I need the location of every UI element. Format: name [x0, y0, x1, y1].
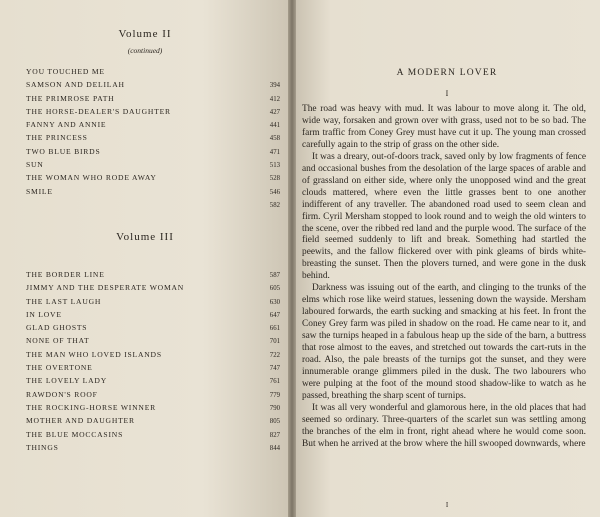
- toc-row[interactable]: [26, 297, 280, 310]
- volume-ii-continued: (continued): [127, 46, 163, 55]
- paragraph: It was all very wonderful and glamorous here, in the old places that had seemed so ordinary. Three-quarters of the scarlet sun was settling among the branches of the elm in front, right ahead where he would come soon. But when he arrived at the brow where the hill swooped downwards, where: [302, 402, 586, 449]
- toc-page: 582: [269, 201, 280, 209]
- toc-title: IN LOVE: [26, 309, 62, 319]
- story-body: [302, 104, 586, 451]
- toc-title: JIMMY AND THE DESPERATE WOMAN: [26, 283, 185, 293]
- toc-page: 630: [269, 298, 280, 306]
- toc-title: NONE OF THAT: [26, 336, 90, 346]
- toc-title: THE BORDER LINE: [26, 270, 105, 279]
- toc-row[interactable]: [26, 336, 280, 349]
- toc-title: THE OVERTONE: [26, 363, 93, 373]
- volume-ii-heading: Volume II: [118, 28, 172, 40]
- toc-page: 722: [269, 351, 280, 359]
- toc-page: 647: [269, 311, 280, 319]
- toc-title: RAWDON'S ROOF: [26, 389, 98, 399]
- toc-row[interactable]: [26, 323, 280, 336]
- toc-page: 513: [269, 162, 280, 170]
- toc-title: MOTHER AND DAUGHTER: [26, 416, 135, 426]
- toc-row[interactable]: [26, 120, 280, 133]
- toc-page: 827: [269, 431, 280, 439]
- toc-row[interactable]: [26, 350, 280, 363]
- toc-page: 805: [269, 418, 280, 426]
- volume-ii-contents: [26, 67, 280, 213]
- toc-row[interactable]: [26, 160, 280, 173]
- toc-row[interactable]: [26, 107, 280, 120]
- toc-page: 779: [269, 391, 280, 399]
- toc-page: 761: [269, 378, 280, 386]
- toc-page: 661: [269, 325, 280, 333]
- toc-title: YOU TOUCHED ME: [26, 67, 105, 76]
- toc-title: TWO BLUE BIRDS: [26, 146, 101, 156]
- toc-row[interactable]: [26, 390, 280, 403]
- volume-iii-heading: Volume III: [116, 231, 174, 243]
- toc-row[interactable]: [26, 67, 280, 80]
- toc-row[interactable]: [26, 94, 280, 107]
- toc-page: 458: [269, 135, 280, 143]
- paragraph: It was a dreary, out-of-doors track, saved only by low fragments of fence and occasional bushes from the desolation of the large spaces of arable and of grassland on either side, where only the unopposed wind and the great clouds mattered, where even the little grasses bent to one another indifferent of any traveller. The abandoned road used to seem clean and firm. Cyril Mersham stopped to look round and to weigh the old winters to the scene, over the ribbed red land and the purple wood. The surface of the field seemed suddenly to lift and break. Something had startled the peewits, and the fallow flickered over with pink gleams of birds white-breasting the sunset. Then the plovers turned, and were gone in the dusk behind.: [302, 151, 586, 282]
- toc-row[interactable]: [26, 430, 280, 443]
- toc-page: 441: [269, 122, 280, 130]
- toc-title: THE LAST LAUGH: [26, 296, 102, 306]
- toc-page: 701: [269, 338, 280, 346]
- toc-title: THE MAN WHO LOVED ISLANDS: [26, 349, 162, 359]
- toc-page: 790: [269, 404, 280, 412]
- volume-iii-contents: [26, 270, 280, 456]
- story-title: A MODERN LOVER: [396, 68, 498, 78]
- toc-page: 528: [269, 175, 280, 183]
- toc-page: 412: [269, 95, 280, 103]
- toc-page: 427: [269, 108, 280, 116]
- toc-title: SUN: [26, 160, 44, 170]
- toc-row[interactable]: [26, 270, 280, 283]
- toc-title: THE LOVELY LADY: [26, 376, 107, 386]
- page-number: I: [445, 501, 449, 509]
- toc-row[interactable]: [26, 200, 280, 213]
- toc-row[interactable]: [26, 133, 280, 146]
- toc-row[interactable]: [26, 363, 280, 376]
- toc-row[interactable]: [26, 283, 280, 296]
- section-number: I: [445, 89, 449, 98]
- toc-row[interactable]: [26, 416, 280, 429]
- toc-page: 747: [269, 365, 280, 373]
- toc-title: THE HORSE-DEALER'S DAUGHTER: [26, 106, 171, 116]
- toc-page: 587: [269, 272, 280, 279]
- toc-title: SMILE: [26, 186, 53, 196]
- toc-title: THE ROCKING-HORSE WINNER: [26, 402, 157, 412]
- toc-title: GLAD GHOSTS: [26, 323, 88, 333]
- toc-title: SAMSON AND DELILAH: [26, 80, 125, 90]
- toc-title: FANNY AND ANNIE: [26, 120, 107, 130]
- toc-row[interactable]: [26, 403, 280, 416]
- toc-row[interactable]: [26, 443, 280, 456]
- toc-page: 844: [269, 444, 280, 452]
- toc-page: 605: [269, 285, 280, 293]
- toc-title: THE WOMAN WHO RODE AWAY: [26, 173, 157, 183]
- toc-row[interactable]: [26, 147, 280, 160]
- paragraph: Darkness was issuing out of the earth, and clinging to the trunks of the elms which rose like weird statues, lessening down the wayside. Mersham laboured forwards, the earth sucking and smacking at his feet. In front the Coney Grey farm was piled in shadow on the road. He came near to it, and saw the turnips heaped in a fabulous heap up the side of the barn, a buttress that rose almost to the eaves, and stretched out towards the cart-ruts in the road. Also, the pale breasts of the turnips got the sunset, and they were innumerable orange glimmers piled in the dusk. The two labourers who were pulping at the foot of the mound stood shadow-like to watch as he passed, breathing the sharp scent of turnips.: [302, 283, 586, 401]
- toc-title: THE PRIMROSE PATH: [26, 93, 115, 103]
- toc-title: THINGS: [26, 442, 59, 452]
- toc-row[interactable]: [26, 80, 280, 93]
- toc-row[interactable]: [26, 376, 280, 389]
- toc-row[interactable]: [26, 187, 280, 200]
- toc-page: 471: [269, 148, 280, 156]
- toc-row[interactable]: [26, 310, 280, 323]
- toc-title: THE PRINCESS: [26, 133, 88, 143]
- toc-row[interactable]: [26, 173, 280, 186]
- toc-title: THE BLUE MOCCASINS: [26, 429, 124, 439]
- toc-page: 394: [269, 82, 280, 90]
- paragraph: The road was heavy with mud. It was labour to move along it. The old, wide way, forsaken and grown over with grass, used not to be so bad. The farm traffic from Coney Grey must have cut it up. The young man crossed carefully again to the strip of grass on the other side.: [302, 104, 586, 150]
- toc-page: 546: [269, 188, 280, 196]
